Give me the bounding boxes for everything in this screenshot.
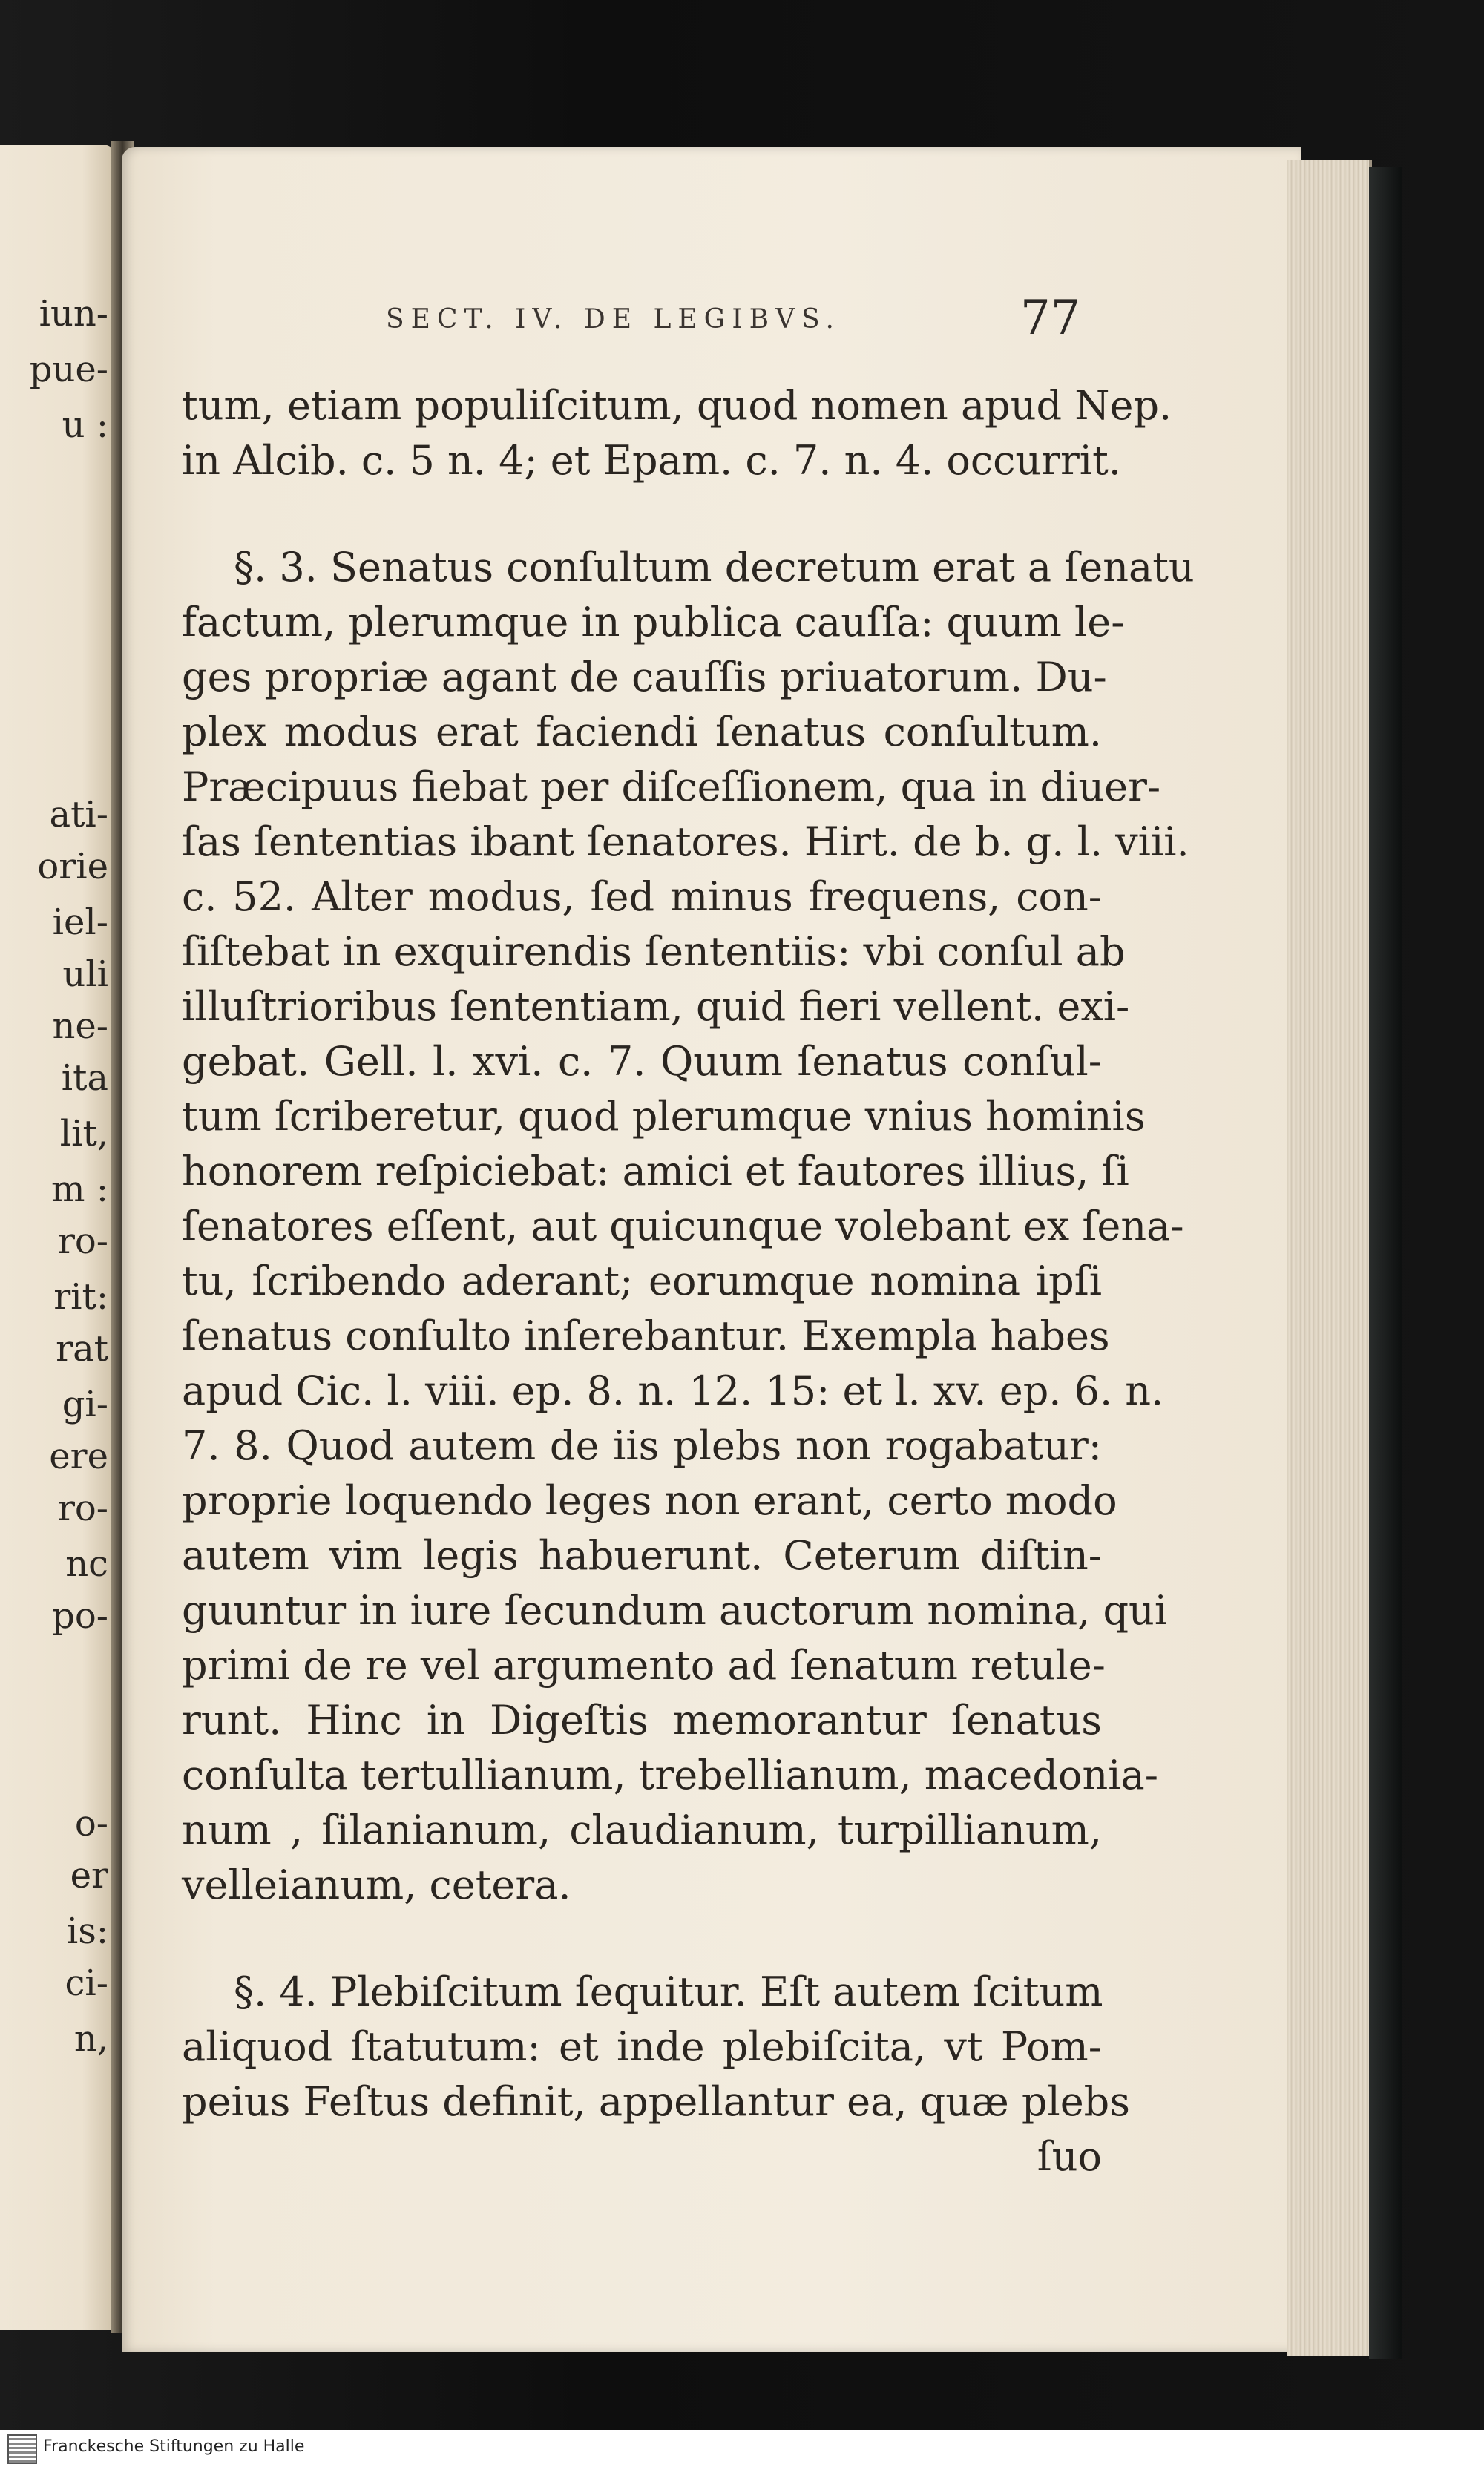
left-page-fragment: ere: [49, 1436, 108, 1477]
book-cover-edge: [1369, 167, 1402, 2359]
left-page-fragment: o-: [74, 1803, 108, 1844]
text-line: ſenatores eſſent, aut quicunque volebant ex ſena-: [182, 1203, 1184, 1249]
catchword: ſuo: [1037, 2133, 1102, 2180]
left-page-fragment: is:: [66, 1911, 108, 1952]
text-line: apud Cic. l. viii. ep. 8. n. 12. 15: et l. xv. ep. 6. n.: [182, 1367, 1164, 1414]
running-header: [386, 291, 1128, 349]
footer-bar: [0, 2430, 1484, 2467]
left-page-fragment: rit:: [53, 1276, 108, 1318]
text-line: §. 3. Senatus conſultum decretum erat a ſenatu: [234, 544, 1195, 591]
text-line: c. 52. Alter modus, ſed minus frequens, con-: [182, 873, 1102, 920]
text-line: honorem reſpiciebat: amici et fautores illius, ſi: [182, 1148, 1129, 1195]
text-line: num , ſilanianum, claudianum, turpillianum,: [182, 1807, 1102, 1853]
text-line: gebat. Gell. l. xvi. c. 7. Quum ſenatus conſul-: [182, 1038, 1102, 1085]
left-page-fragment: n,: [73, 2018, 108, 2060]
left-page-fragment: gi-: [62, 1384, 108, 1425]
left-page-fragment: iel-: [52, 901, 108, 943]
text-line: tum ſcriberetur, quod plerumque vnius hominis: [182, 1093, 1146, 1140]
text-line: ſiſtebat in exquirendis ſententiis: vbi conſul ab: [182, 928, 1126, 975]
left-page-fragment: ati-: [49, 794, 108, 835]
page-number: 77: [1020, 291, 1081, 346]
text-line: factum, plerumque in publica cauſſa: quum le-: [182, 599, 1125, 646]
left-page-fragment: pue-: [29, 349, 108, 390]
left-page-fragment: lit,: [59, 1113, 108, 1154]
left-page-fragment: nc: [65, 1543, 108, 1585]
text-line: runt. Hinc in Digeſtis memorantur ſenatus: [182, 1697, 1102, 1744]
paragraph-gap: [182, 1913, 1102, 1965]
left-page-fragment: m :: [51, 1169, 108, 1210]
left-page-fragment: ro-: [57, 1221, 108, 1262]
text-line: ſenatus conſulto inſerebantur. Exempla habes: [182, 1313, 1110, 1359]
text-line: autem vim legis habuerunt. Ceterum diſtin-: [182, 1532, 1102, 1579]
paragraph: [182, 1965, 1130, 2129]
left-page-fragment: u :: [62, 404, 108, 446]
text-line: Præcipuus fiebat per diſceſſionem, qua in diuer-: [182, 763, 1161, 810]
text-line: §. 4. Plebiſcitum ſequitur. Eſt autem ſcitum: [234, 1968, 1103, 2015]
text-line: 7. 8. Quod autem de iis plebs non rogabatur:: [182, 1422, 1102, 1469]
page-edges: [1287, 160, 1372, 2356]
text-line: aliquod ſtatutum: et inde plebiſcita, vt Pom-: [182, 2023, 1102, 2070]
previous-page-fragment: [0, 145, 117, 2330]
left-page-fragment: ci-: [65, 1962, 108, 2004]
left-page-fragment: er: [70, 1855, 108, 1896]
text-line: conſulta tertullianum, trebellianum, macedonia-: [182, 1752, 1158, 1798]
institution-label: Franckesche Stiftungen zu Halle: [43, 2437, 305, 2456]
left-page-fragment: ro-: [57, 1488, 108, 1529]
text-line: primi de re vel argumento ad ſenatum retule-: [182, 1642, 1106, 1689]
paragraph: [182, 540, 1195, 1913]
left-page-fragment: ne-: [52, 1005, 108, 1047]
text-line: ges propriæ agant de cauſſis priuatorum. Du-: [182, 654, 1107, 700]
left-page-fragment: orie: [37, 846, 108, 887]
page-body: [182, 378, 1195, 2184]
text-line: proprie loquendo leges non erant, certo modo: [182, 1477, 1117, 1524]
text-line: guuntur in iure ſecundum auctorum nomina, qui: [182, 1587, 1168, 1634]
text-line: plex modus erat faciendi ſenatus conſultum.: [182, 709, 1102, 755]
institution-logo-icon: [7, 2434, 37, 2464]
text-line: velleianum, cetera.: [182, 1862, 571, 1908]
left-page-fragment: iun-: [39, 293, 108, 335]
text-line: illuſtrioribus ſententiam, quid fieri vellent. exi-: [182, 983, 1130, 1030]
text-line: ſas ſententias ibant ſenatores. Hirt. de b. g. l. viii.: [182, 818, 1189, 865]
paragraph: [182, 378, 1172, 488]
left-page-fragment: uli: [62, 953, 108, 995]
text-line: in Alcib. c. 5 n. 4; et Epam. c. 7. n. 4. occurrit.: [182, 437, 1121, 484]
paragraph-gap: [182, 488, 1102, 540]
text-line: tum, etiam populiſcitum, quod nomen apud Nep.: [182, 382, 1172, 429]
text-line: tu, ſcribendo aderant; eorumque nomina ipſi: [182, 1258, 1102, 1304]
left-page-fragment: po-: [52, 1595, 108, 1637]
running-title: SECT. IV. DE LEGIBVS.: [386, 304, 841, 335]
left-page-fragment: ita: [61, 1057, 108, 1099]
text-line: peius Feſtus definit, appellantur ea, quæ plebs: [182, 2078, 1130, 2125]
left-page-fragment: rat: [56, 1328, 108, 1370]
